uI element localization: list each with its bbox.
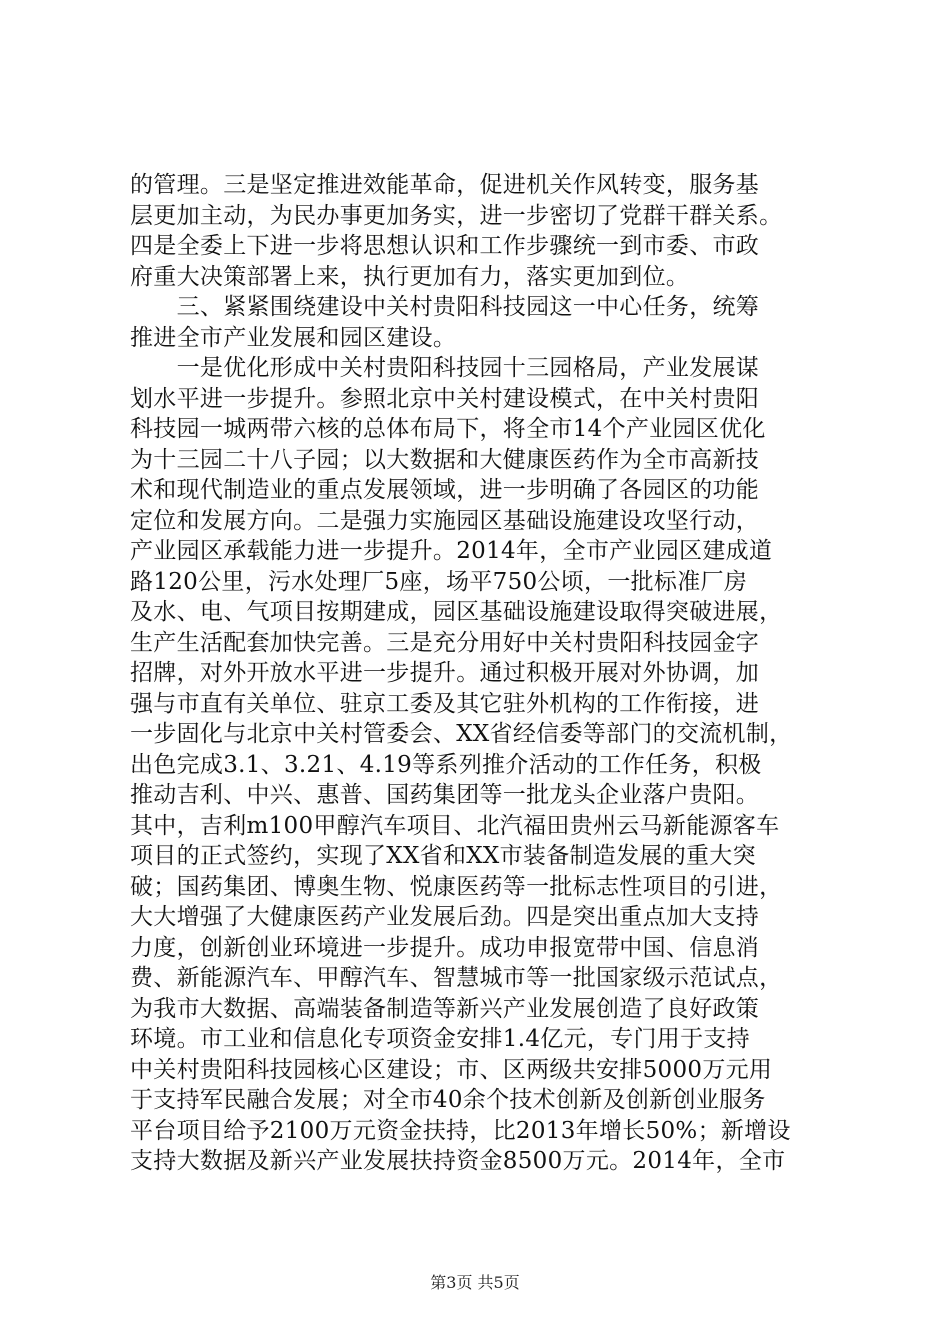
text-line: 一步固化与北京中关村管委会、XX省经信委等部门的交流机制， [130,721,793,747]
text-line: 费、新能源汽车、甲醇汽车、智慧城市等一批国家级示范试点， [130,965,783,991]
body-text [130,170,830,1177]
section-heading-line: 推进全市产业发展和园区建设。 [130,324,457,351]
text-line: 科技园一城两带六核的总体布局下，将全市14个产业园区优化 [130,416,766,442]
text-line: 强与市直有关单位、驻京工委及其它驻外机构的工作衔接，进 [130,690,760,717]
text-line: 其中，吉利m100甲醇汽车项目、北汽福田贵州云马新能源客车 [130,812,780,839]
text-line: 环境。市工业和信息化专项资金安排1.4亿元，专门用于支持 [130,1026,750,1052]
section-heading-line: 三、紧紧围绕建设中关村贵阳科技园这一中心任务，统筹 [130,294,760,320]
text-line: 生产生活配套加快完善。三是充分用好中关村贵阳科技园金字 [130,629,760,656]
text-line: 术和现代制造业的重点发展领域，进一步明确了各园区的功能 [130,477,760,503]
text-line: 一是优化形成中关村贵阳科技园十三园格局，产业发展谋 [130,355,760,381]
text-line: 支持大数据及新兴产业发展扶持资金8500万元。2014年，全市 [130,1148,786,1174]
text-line: 招牌，对外开放水平进一步提升。通过积极开展对外协调，加 [130,660,760,686]
text-line: 的管理。三是坚定推进效能革命，促进机关作风转变，服务基 [130,172,760,198]
text-line: 中关村贵阳科技园核心区建设；市、区两级共安排5000万元用 [130,1056,773,1083]
text-line: 定位和发展方向。二是强力实施园区基础设施建设攻坚行动， [130,507,760,534]
text-line: 推动吉利、中兴、惠普、国药集团等一批龙头企业落户贵阳。 [130,782,760,808]
text-line: 府重大决策部署上来，执行更加有力，落实更加到位。 [130,263,690,290]
text-line: 力度，创新创业环境进一步提升。成功申报宽带中国、信息消 [130,934,760,961]
text-line: 大大增强了大健康医药产业发展后劲。四是突出重点加大支持 [130,904,760,930]
text-line: 为我市大数据、高端装备制造等新兴产业发展创造了良好政策 [130,995,760,1022]
text-line: 破；国药集团、博奥生物、悦康医药等一批标志性项目的引进， [130,873,783,900]
text-line: 划水平进一步提升。参照北京中关村建设模式，在中关村贵阳 [130,385,760,412]
text-line: 层更加主动，为民办事更加务实，进一步密切了党群干群关系。 [130,202,783,229]
text-line: 项目的正式签约，实现了XX省和XX市装备制造发展的重大突 [130,843,756,869]
text-line: 及水、电、气项目按期建成，园区基础设施建设取得突破进展， [130,599,783,625]
text-line: 产业园区承载能力进一步提升。2014年，全市产业园区建成道 [130,538,773,564]
text-line: 为十三园二十八子园；以大数据和大健康医药作为全市高新技 [130,446,760,473]
text-line: 路120公里，污水处理厂5座，场平750公顷，一批标准厂房 [130,568,748,595]
text-line: 四是全委上下进一步将思想认识和工作步骤统一到市委、市政 [130,233,760,259]
text-line: 于支持军民融合发展；对全市40余个技术创新及创新创业服务 [130,1087,766,1113]
text-line: 平台项目给予2100万元资金扶持，比2013年增长50%；新增设 [130,1117,791,1144]
page-number-footer: 第3页 共5页 [430,1273,520,1292]
text-line: 出色完成3.1、3.21、4.19等系列推介活动的工作任务，积极 [130,751,762,778]
